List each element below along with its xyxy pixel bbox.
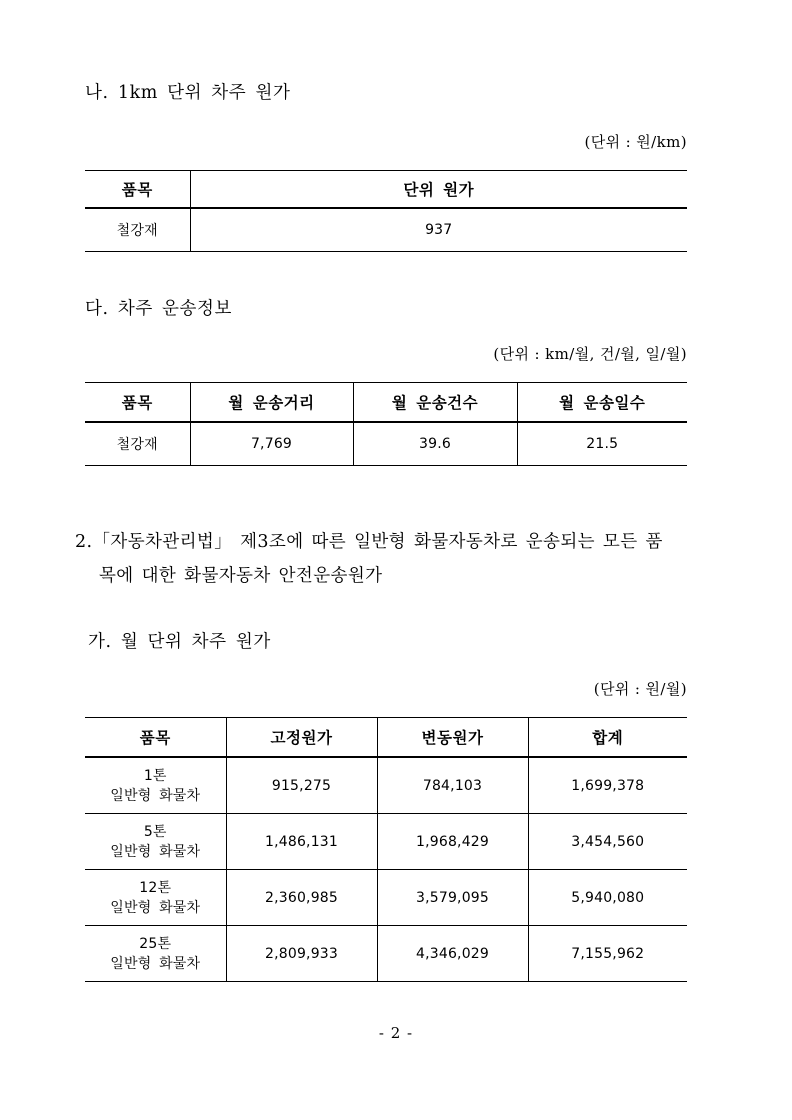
unit-caption-b: (단위 : 원/km) xyxy=(584,132,687,151)
table-monthly-owner-cost xyxy=(85,717,687,982)
table-km-unit-cost xyxy=(85,170,687,252)
cell-monthly-cases: 39.6 xyxy=(353,422,517,466)
cell-total: 3,454,560 xyxy=(528,814,687,870)
cell-fixed-cost: 2,809,933 xyxy=(226,926,377,982)
cell-total: 5,940,080 xyxy=(528,870,687,926)
unit-caption-a: (단위 : 원/월) xyxy=(593,680,687,699)
table-row xyxy=(85,870,687,926)
column-header-monthly-distance: 월 운송거리 xyxy=(190,383,353,423)
column-header-total: 합계 xyxy=(528,718,687,758)
cell-fixed-cost: 915,275 xyxy=(226,757,377,814)
cell-item xyxy=(85,926,226,982)
cell-fixed-cost: 1,486,131 xyxy=(226,814,377,870)
table-row xyxy=(85,926,687,982)
cell-item-line2: 일반형 화물차 xyxy=(110,843,201,860)
paragraph-line-2: 목에 대한 화물자동차 안전운송원가 xyxy=(99,565,383,586)
table-header-row xyxy=(85,383,687,423)
paragraph-line-1: 2.「자동차관리법」 제3조에 따른 일반형 화물자동차로 운송되는 모든 품 xyxy=(75,532,663,553)
table-transport-info xyxy=(85,382,687,466)
cell-item-line1: 5톤 xyxy=(143,823,167,840)
cell-item: 철강재 xyxy=(85,422,190,466)
cell-variable-cost: 4,346,029 xyxy=(377,926,528,982)
paragraph-item-2 xyxy=(75,526,690,593)
cell-unit-cost: 937 xyxy=(190,208,687,252)
cell-monthly-distance: 7,769 xyxy=(190,422,353,466)
column-header-monthly-days: 월 운송일수 xyxy=(517,383,687,423)
column-header-unit-cost: 단위 원가 xyxy=(190,170,687,208)
table-header-row xyxy=(85,170,687,208)
page-number: - 2 - xyxy=(378,1024,414,1042)
column-header-item: 품목 xyxy=(85,718,226,758)
page-content xyxy=(75,0,687,982)
table-row xyxy=(85,422,687,466)
table-header-row xyxy=(85,718,687,758)
cell-item-line2: 일반형 화물차 xyxy=(110,787,201,804)
heading-a-monthly-cost: 가. 월 단위 차주 원가 xyxy=(88,631,271,652)
cell-total: 7,155,962 xyxy=(528,926,687,982)
table-row xyxy=(85,208,687,252)
cell-item xyxy=(85,757,226,814)
unit-caption-c: (단위 : km/월, 건/월, 일/월) xyxy=(493,345,687,364)
cell-item xyxy=(85,814,226,870)
column-header-item: 품목 xyxy=(85,170,190,208)
cell-item-line2: 일반형 화물차 xyxy=(110,955,201,972)
cell-item-line1: 1톤 xyxy=(143,767,167,784)
cell-item-line1: 25톤 xyxy=(139,935,172,952)
cell-item xyxy=(85,870,226,926)
column-header-fixed-cost: 고정원가 xyxy=(226,718,377,758)
cell-item-line2: 일반형 화물차 xyxy=(110,899,201,916)
table-row xyxy=(85,757,687,814)
cell-monthly-days: 21.5 xyxy=(517,422,687,466)
cell-item: 철강재 xyxy=(85,208,190,252)
cell-item-line1: 12톤 xyxy=(139,879,172,896)
cell-variable-cost: 1,968,429 xyxy=(377,814,528,870)
cell-variable-cost: 3,579,095 xyxy=(377,870,528,926)
column-header-item: 품목 xyxy=(85,383,190,423)
cell-variable-cost: 784,103 xyxy=(377,757,528,814)
heading-c-transport-info: 다. 차주 운송정보 xyxy=(85,298,233,319)
heading-b-unit-cost: 나. 1km 단위 차주 원가 xyxy=(85,83,291,103)
cell-total: 1,699,378 xyxy=(528,757,687,814)
table-row xyxy=(85,814,687,870)
cell-fixed-cost: 2,360,985 xyxy=(226,870,377,926)
column-header-variable-cost: 변동원가 xyxy=(377,718,528,758)
column-header-monthly-cases: 월 운송건수 xyxy=(353,383,517,423)
